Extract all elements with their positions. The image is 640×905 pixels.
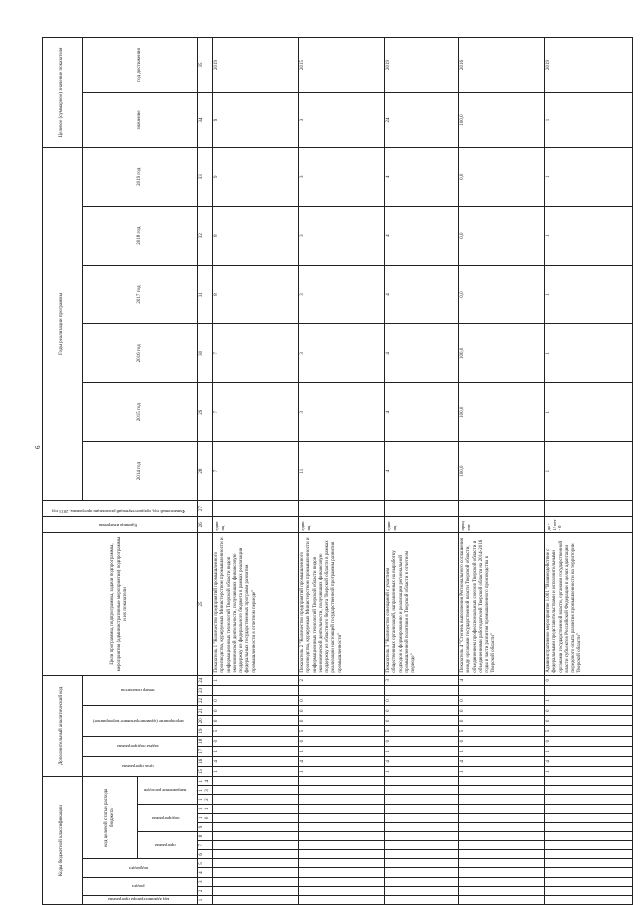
year-value: 3 xyxy=(299,324,385,383)
col-number: 7 xyxy=(197,841,213,850)
code-cell xyxy=(213,822,299,831)
code-cell xyxy=(545,841,633,850)
analytic-code-digit: 0 xyxy=(213,736,299,746)
year-value: 3 xyxy=(299,265,385,324)
table-row xyxy=(459,38,545,905)
year-reached-header: год достижения xyxy=(83,38,198,93)
code-cell xyxy=(213,832,299,841)
code-cell xyxy=(459,841,545,850)
col-number: 12 xyxy=(197,795,213,804)
analytic-code-digit: 5 xyxy=(459,726,545,736)
col-number: 3 xyxy=(197,877,213,886)
year-value: 3 xyxy=(299,383,385,442)
code-cell xyxy=(459,804,545,813)
col-number: 30 xyxy=(197,324,213,383)
unit-cell: единиц xyxy=(385,517,459,533)
year-value: 3 xyxy=(299,147,385,206)
y2015-header: 2015 год xyxy=(83,383,198,442)
unit-cell: единиц xyxy=(213,517,299,533)
analytic-code-digit: 2 xyxy=(299,675,385,685)
code-cell xyxy=(459,886,545,895)
col-number: 31 xyxy=(197,265,213,324)
code-cell xyxy=(299,868,385,877)
col-number: 35 xyxy=(197,38,213,93)
analytic-code-digit xyxy=(545,685,633,695)
analytic-code-digit: 4 xyxy=(385,756,459,766)
analytic-code-digit: 4 xyxy=(459,675,545,685)
code-cell xyxy=(459,786,545,795)
code-cell xyxy=(299,877,385,886)
col-number: 25 xyxy=(197,533,213,675)
analytic-code-digit: 1 xyxy=(459,766,545,776)
target-value: 1 xyxy=(545,93,633,148)
col-number: 6 xyxy=(197,850,213,859)
col-number: 24 xyxy=(197,675,213,685)
year-value: 8 xyxy=(213,265,299,324)
analytic-code-digit: 1 xyxy=(299,766,385,776)
code-cell xyxy=(385,850,459,859)
analytic-code-digit: 1 xyxy=(385,766,459,776)
code-cell xyxy=(459,859,545,868)
col-number: 26 xyxy=(197,517,213,533)
code-cell xyxy=(545,850,633,859)
year-value: 100,0 xyxy=(459,383,545,442)
code-cell xyxy=(545,895,633,904)
target-year: 2016 xyxy=(459,38,545,93)
indicator-description: Показатель 1 "Количество предприятий промышленного производства, курируемых Министерством промышленности и информационных технологий Тверской области видов экономической деятельности, получивших финансовую поддержку из федерального бюджета в рамках реализации федеральных государственных программ развития промышленности в отчетном периоде" xyxy=(213,533,299,675)
col-number: 14 xyxy=(197,777,213,786)
code-cell xyxy=(385,786,459,795)
code-cell xyxy=(545,786,633,795)
col-number: 21 xyxy=(197,706,213,716)
analytic-code-digit: 0 xyxy=(213,716,299,726)
y2016-header: 2016 год xyxy=(83,324,198,383)
code-cell xyxy=(459,850,545,859)
year-value: 4 xyxy=(385,265,459,324)
analytic-code-digit: 0 xyxy=(299,695,385,705)
analytic-code-digit: 5 xyxy=(299,726,385,736)
analytic-code-digit: 0 xyxy=(385,706,459,716)
analytic-code-digit: 1 xyxy=(213,746,299,756)
code-cell xyxy=(299,850,385,859)
col-number: 28 xyxy=(197,442,213,501)
analytic-code-digit: 0 xyxy=(545,706,633,716)
analytic-code-digit: 4 xyxy=(459,756,545,766)
code-cell xyxy=(385,841,459,850)
col-number: 18 xyxy=(197,736,213,746)
activity-header: мероприятие (административное мероприятие) xyxy=(83,706,198,736)
year-value: 100,0 xyxy=(459,324,545,383)
expense-direction-header: направление расходов xyxy=(137,777,197,805)
y2019-header: 2019 год xyxy=(83,147,198,206)
col-number: 4 xyxy=(197,868,213,877)
code-cell xyxy=(545,877,633,886)
unit-cell: процент xyxy=(459,517,545,533)
code-cell xyxy=(299,795,385,804)
target-value: 100,0 xyxy=(459,93,545,148)
funding-2013-cell xyxy=(385,501,459,517)
col-number: 5 xyxy=(197,859,213,868)
col-number: 27 xyxy=(197,501,213,517)
analytic-code-digit: 4 xyxy=(545,756,633,766)
analytic-code-digit: 1 xyxy=(545,695,633,705)
code-cell xyxy=(385,795,459,804)
code-cell xyxy=(545,832,633,841)
year-value: 8 xyxy=(213,206,299,265)
code-cell xyxy=(213,886,299,895)
year-value: 100,0 xyxy=(459,442,545,501)
admin-code-header: код администратора программы xyxy=(83,895,198,904)
indicator-description: Показатель 3 "Количество совещаний с участием общественных организаций, направленных на выработку подходов к формированию и реализации региональной промышленной политики в Тверской области в отчетном периоде" xyxy=(385,533,459,675)
goal-header: цель программы xyxy=(83,756,198,776)
code-cell xyxy=(299,786,385,795)
analytic-code-digit: 0 xyxy=(545,716,633,726)
analytic-code-digit: 0 xyxy=(299,716,385,726)
code-cell xyxy=(459,822,545,831)
analytic-code-digit: 4 xyxy=(213,756,299,766)
code-cell xyxy=(213,777,299,786)
col-number: 34 xyxy=(197,93,213,148)
code-cell xyxy=(385,832,459,841)
target-year: 2015 xyxy=(299,38,385,93)
col-number: 29 xyxy=(197,383,213,442)
program-code-header: программа xyxy=(137,832,197,859)
year-value: 4 xyxy=(385,383,459,442)
unit-header: Единица измерения xyxy=(43,517,198,533)
code-cell xyxy=(299,777,385,786)
code-cell xyxy=(299,832,385,841)
col-number: 10 xyxy=(197,813,213,822)
goals-header: Цели программы, подпрограммы, задачи подпрограммы, мероприятия (административные мероприятия) подпрограммы и их показатели xyxy=(43,533,198,675)
analytic-code-digit: 0 xyxy=(459,736,545,746)
num-indicator-header: номер показателя xyxy=(83,675,198,706)
col-number: 1 xyxy=(197,895,213,904)
code-cell xyxy=(545,868,633,877)
page-number: 6 xyxy=(34,445,42,449)
analytic-code-digit: 1 xyxy=(213,766,299,776)
year-value: 11 xyxy=(299,442,385,501)
analytic-code-digit: 5 xyxy=(545,726,633,736)
code-cell xyxy=(545,813,633,822)
analytic-code-digit: 1 xyxy=(545,766,633,776)
analytic-code-digit: 0 xyxy=(545,736,633,746)
col-number: 2 xyxy=(197,886,213,895)
subsection-header: подраздел xyxy=(83,859,198,877)
col-number: 17 xyxy=(197,746,213,756)
analytic-code-digit: 5 xyxy=(213,726,299,736)
code-cell xyxy=(459,868,545,877)
col-number: 15 xyxy=(197,766,213,776)
col-number: 11 xyxy=(197,804,213,813)
code-cell xyxy=(299,895,385,904)
col-number: 19 xyxy=(197,726,213,736)
col-number: 33 xyxy=(197,147,213,206)
code-cell xyxy=(385,813,459,822)
code-cell xyxy=(385,895,459,904)
analytic-code-digit xyxy=(299,685,385,695)
analytic-code-digit: 0 xyxy=(385,736,459,746)
indicator-description: Показатель 4 "Степень выполнения Регионального соглашения между органами государственной власти Тверской области, объединением профессиональных союзов Тверской области и объединениями работодателей Тверской области на 2014-2016 годы в части развития промышленного производства в Тверской области" xyxy=(459,533,545,675)
year-value: 0,0 xyxy=(459,147,545,206)
year-value: 7 xyxy=(213,383,299,442)
year-value: 1 xyxy=(545,206,633,265)
years-header: Годы реализации программы xyxy=(43,147,83,500)
code-cell xyxy=(213,841,299,850)
analytic-code-digit: 1 xyxy=(545,746,633,756)
code-cell xyxy=(213,859,299,868)
year-value: 1 xyxy=(545,324,633,383)
analytic-code-digit: 0 xyxy=(213,706,299,716)
col-number: 20 xyxy=(197,716,213,726)
target-article-header: код целевой статьи расхода бюджета xyxy=(83,777,138,859)
code-cell xyxy=(385,804,459,813)
target-year: 2019 xyxy=(213,38,299,93)
analytic-code-digit xyxy=(385,685,459,695)
unit-cell: единиц xyxy=(299,517,385,533)
analytic-code-digit: 1 xyxy=(299,746,385,756)
year-value: 1 xyxy=(545,383,633,442)
code-cell xyxy=(213,786,299,795)
analytic-code-digit: 0 xyxy=(385,695,459,705)
code-cell xyxy=(459,895,545,904)
col-number: 9 xyxy=(197,822,213,831)
year-value: 1 xyxy=(545,265,633,324)
code-cell xyxy=(213,868,299,877)
budget-codes-header: Коды бюджетной классификации xyxy=(43,777,83,905)
code-cell xyxy=(299,859,385,868)
target-value: 24 xyxy=(385,93,459,148)
code-cell xyxy=(213,877,299,886)
code-cell xyxy=(299,822,385,831)
analytic-code-digit: 5 xyxy=(385,726,459,736)
analytic-code-digit xyxy=(213,685,299,695)
table-row xyxy=(545,38,633,905)
target-value: 3 xyxy=(299,93,385,148)
code-cell xyxy=(385,777,459,786)
col-number: 8 xyxy=(197,832,213,841)
code-cell xyxy=(545,795,633,804)
year-value: 7 xyxy=(213,442,299,501)
year-value: 4 xyxy=(385,442,459,501)
y2014-header: 2014 год xyxy=(83,442,198,501)
analytic-code-digit: 0 xyxy=(299,736,385,746)
task-header: задача подпрограммы xyxy=(83,736,198,756)
year-value: 1 xyxy=(545,147,633,206)
code-cell xyxy=(545,804,633,813)
code-cell xyxy=(545,822,633,831)
table-row xyxy=(213,38,299,905)
analytic-code-digit: 4 xyxy=(299,756,385,766)
code-cell xyxy=(385,886,459,895)
year-value: 3 xyxy=(299,206,385,265)
code-cell xyxy=(299,886,385,895)
code-cell xyxy=(299,804,385,813)
code-cell xyxy=(213,804,299,813)
code-cell xyxy=(213,813,299,822)
analytic-code-digit: 1 xyxy=(213,675,299,685)
analytic-code-digit: 1 xyxy=(459,746,545,756)
analytic-code-digit: 0 xyxy=(459,695,545,705)
code-cell xyxy=(459,877,545,886)
code-cell xyxy=(385,868,459,877)
year-value: 0,0 xyxy=(459,265,545,324)
year-value: 4 xyxy=(385,147,459,206)
code-cell xyxy=(385,877,459,886)
funding-2013-cell xyxy=(459,501,545,517)
year-value: 4 xyxy=(385,206,459,265)
funding-2013-cell xyxy=(213,501,299,517)
target-header: Целевое (суммарное) значение показателя xyxy=(43,38,83,148)
table-row xyxy=(385,38,459,905)
analytic-code-digit: 0 xyxy=(385,716,459,726)
funding-2013-header: Финансовый год, предшествующий реализации программы, 2013 год xyxy=(43,501,198,517)
col-number: 32 xyxy=(197,206,213,265)
y2017-header: 2017 год xyxy=(83,265,198,324)
year-value: 9 xyxy=(213,147,299,206)
col-number: 23 xyxy=(197,685,213,695)
target-year: 2019 xyxy=(545,38,633,93)
code-cell xyxy=(299,813,385,822)
code-cell xyxy=(459,777,545,786)
code-cell xyxy=(213,795,299,804)
analytic-code-digit: 0 xyxy=(459,706,545,716)
target-value: 9 xyxy=(213,93,299,148)
year-value: 4 xyxy=(385,324,459,383)
code-cell xyxy=(459,813,545,822)
indicator-description: Показатель 2 "Количество предприятий промышленного производства, курируемых Министерством промышленности и информационных технологий Тверской области видов экономической деятельности, получивших финансовую поддержку из областного бюджета Тверской области в рамках реализации настоящей государственной программы развития промышленности" xyxy=(299,533,385,675)
col-number: 22 xyxy=(197,695,213,705)
funding-2013-cell xyxy=(299,501,385,517)
analytic-code-digit: 0 xyxy=(213,695,299,705)
code-cell xyxy=(545,859,633,868)
program-indicators-table xyxy=(42,37,633,905)
analytic-code-digit: 1 xyxy=(385,746,459,756)
code-cell xyxy=(299,841,385,850)
code-cell xyxy=(545,777,633,786)
code-cell xyxy=(213,895,299,904)
code-cell xyxy=(385,822,459,831)
code-cell xyxy=(385,859,459,868)
column-numbers-row xyxy=(197,38,213,905)
code-cell xyxy=(545,886,633,895)
program-table-page xyxy=(42,37,608,905)
value-header: значение xyxy=(83,93,198,148)
year-value: 0,0 xyxy=(459,206,545,265)
subprogram-code-header: подпрограмма xyxy=(137,804,197,831)
analytic-code-digit xyxy=(459,685,545,695)
year-value: 7 xyxy=(213,324,299,383)
unit-cell: да - 1/ нет - 0 xyxy=(545,517,633,533)
analytic-code-digit: 3 xyxy=(385,675,459,685)
y2018-header: 2018 год xyxy=(83,206,198,265)
table-row xyxy=(299,38,385,905)
year-value: 1 xyxy=(545,442,633,501)
col-number: 13 xyxy=(197,786,213,795)
analytic-code-digit: 0 xyxy=(545,675,633,685)
analytic-code-digit: 0 xyxy=(299,706,385,716)
target-year: 2019 xyxy=(385,38,459,93)
code-cell xyxy=(459,832,545,841)
col-number: 16 xyxy=(197,756,213,766)
analytic-codes-header: Дополнительный аналитический код xyxy=(43,675,83,777)
analytic-code-digit: 0 xyxy=(459,716,545,726)
funding-2013-cell xyxy=(545,501,633,517)
section-header: раздел xyxy=(83,877,198,895)
code-cell xyxy=(459,795,545,804)
code-cell xyxy=(213,850,299,859)
indicator-description: Административное мероприятие 1.001 "Взаимодействие с федеральными представительствами и исполнительными органами государственной власти, органами государственной власти субъектов Российской Федерации в целях адаптации передового опыта развития промышленности на территории Тверской области" xyxy=(545,533,633,675)
